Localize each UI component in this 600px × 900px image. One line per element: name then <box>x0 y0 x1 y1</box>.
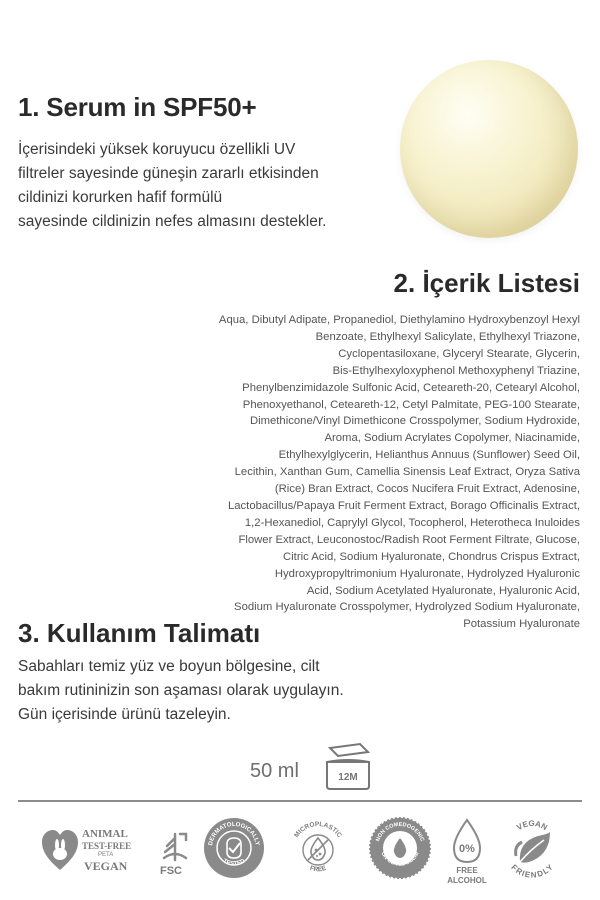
badge-ring-text: DERMATOLOGICALLY <box>208 821 260 847</box>
ingredient-line: Citric Acid, Sodium Hyaluronate, Chondrus Crispus Extract, <box>283 550 580 563</box>
drop-dots-icon <box>286 816 350 880</box>
usage-line: Gün içerisinde ürünü tazeleyin. <box>18 706 231 723</box>
ingredient-line: Aroma, Sodium Acrylates Copolymer, Niacinamide, <box>324 432 580 445</box>
vegan-friendly-badge <box>500 816 564 880</box>
section-1-title: 1. Serum in SPF50+ <box>18 92 257 122</box>
section-1-line: filtreler sayesinde güneşin zararlı etkisinden <box>18 165 319 182</box>
product-droplet-image <box>400 60 578 238</box>
section-1-line: sayesinde cildinizin nefes almasını destekler. <box>18 213 327 230</box>
ingredient-line: (Rice) Bran Extract, Cocos Nucifera Fruit Extract, Adenosine, <box>274 483 580 496</box>
animal-test-free-badge <box>40 812 144 888</box>
badge-ring-text: MICROPLASTIC <box>293 820 343 839</box>
usage-line: bakım rutininizin son aşaması olarak uygulayın. <box>18 682 344 699</box>
svg-text:FREE <box>309 865 328 874</box>
badge-ring-text: VEGAN <box>515 818 549 833</box>
svg-text:VEGAN <box>515 819 549 832</box>
ingredient-line: Aqua, Dibutyl Adipate, Propanediol, Diethylamino Hydroxybenzoyl Hexyl <box>218 314 580 326</box>
dermatologically-tested-badge <box>202 816 266 880</box>
ingredient-line: Lecithin, Xanthan Gum, Camellia Sinensis Leaf Extract, Oryza Sativa <box>234 466 580 479</box>
badge-text: ALCOHOL <box>447 876 487 885</box>
ingredient-line: Potassium Hyaluronate <box>463 618 580 631</box>
badge-text: VEGAN <box>84 859 128 873</box>
usage-line: Sabahları temiz yüz ve boyun bölgesine, cilt <box>18 658 320 675</box>
fsc-tree-icon <box>158 828 192 862</box>
ingredient-line: Cyclopentasiloxane, Glyceryl Stearate, Glycerin, <box>338 347 580 360</box>
badge-ring-text: NON COMEDOGENIC <box>375 821 425 843</box>
alcohol-free-badge <box>444 812 490 888</box>
bunny-heart-icon <box>40 826 80 874</box>
badge-text: TEST-FREE <box>82 841 132 851</box>
ingredient-line: Hydroxypropyltrimonium Hyaluronate, Hydrolyzed Hyaluronic <box>274 567 580 580</box>
ingredient-line: Sodium Hyaluronate Crosspolymer, Hydrolyzed Sodium Hyaluronate, <box>234 601 580 614</box>
section-2-title: 2. İçerik Listesi <box>393 268 580 298</box>
svg-text:FRIENDLY <box>509 862 555 879</box>
badge-text: FSC <box>160 865 182 877</box>
ingredient-line: Phenylbenzimidazole Sulfonic Acid, Ceteareth-20, Cetearyl Alcohol, <box>242 381 580 394</box>
ingredient-line: Dimethicone/Vinyl Dimethicone Crosspolymer, Sodium Hydroxide, <box>249 415 580 428</box>
ingredient-line: Lactobacillus/Papaya Fruit Ferment Extract, Borago Officinalis Extract, <box>227 499 580 512</box>
pao-label: 12M <box>338 772 358 783</box>
pao-jar-icon <box>320 742 376 792</box>
ingredient-line: Flower Extract, Leuconostoc/Radish Root Ferment Filtrate, Glucose, <box>238 533 580 546</box>
section-1-line: cildinizi korurken hafif formülü <box>18 189 223 206</box>
ingredient-line: Acid, Sodium Acetylated Hyaluronate, Hyaluronic Acid, <box>306 584 580 597</box>
usage-instructions <box>18 655 438 727</box>
section-1-line: İçerisindeki yüksek koruyucu özellikli UV <box>18 141 296 158</box>
microplastic-free-badge <box>286 816 350 880</box>
badge-ring-text: FRIENDLY <box>509 862 555 880</box>
ingredient-list <box>130 312 580 633</box>
ingredient-line: Ethylhexylglycerin, Helianthus Annuus (Sunflower) Seed Oil, <box>278 449 580 462</box>
svg-text:MICROPLASTIC <box>293 821 343 839</box>
badge-ring-text: TESTED <box>221 858 247 868</box>
ingredient-line: Bis-Ethylhexyloxyphenol Methoxyphenyl Triazine, <box>332 364 580 377</box>
badge-text: ANIMAL <box>82 828 128 840</box>
badge-ring-text: ON COMEDOGENI <box>379 851 421 868</box>
alcohol-percent: 0% <box>459 843 475 855</box>
leaf-icon <box>500 816 564 880</box>
section-1-description <box>18 138 398 234</box>
non-comedogenic-badge <box>368 816 432 880</box>
ingredient-line: 1,2-Hexanediol, Caprylyl Glycol, Tocopherol, Heterotheca Inuloides <box>244 516 580 529</box>
divider <box>18 800 582 802</box>
badge-ring-text: FREE <box>308 864 328 874</box>
check-seal-icon <box>202 816 266 880</box>
drop-seal-icon <box>368 816 432 880</box>
fsc-badge <box>156 812 196 888</box>
alcohol-drop-icon <box>450 818 484 864</box>
section-3-title: 3. Kullanım Talimatı <box>18 618 261 648</box>
badge-text: FREE <box>456 866 478 875</box>
ingredient-line: Phenoxyethanol, Ceteareth-12, Cetyl Palmitate, PEG-100 Stearate, <box>242 398 580 411</box>
badge-text: PETA <box>98 852 114 858</box>
ingredient-line: Benzoate, Ethylhexyl Salicylate, Ethylhexyl Triazone, <box>315 330 580 343</box>
volume-label: 50 ml <box>250 760 299 782</box>
